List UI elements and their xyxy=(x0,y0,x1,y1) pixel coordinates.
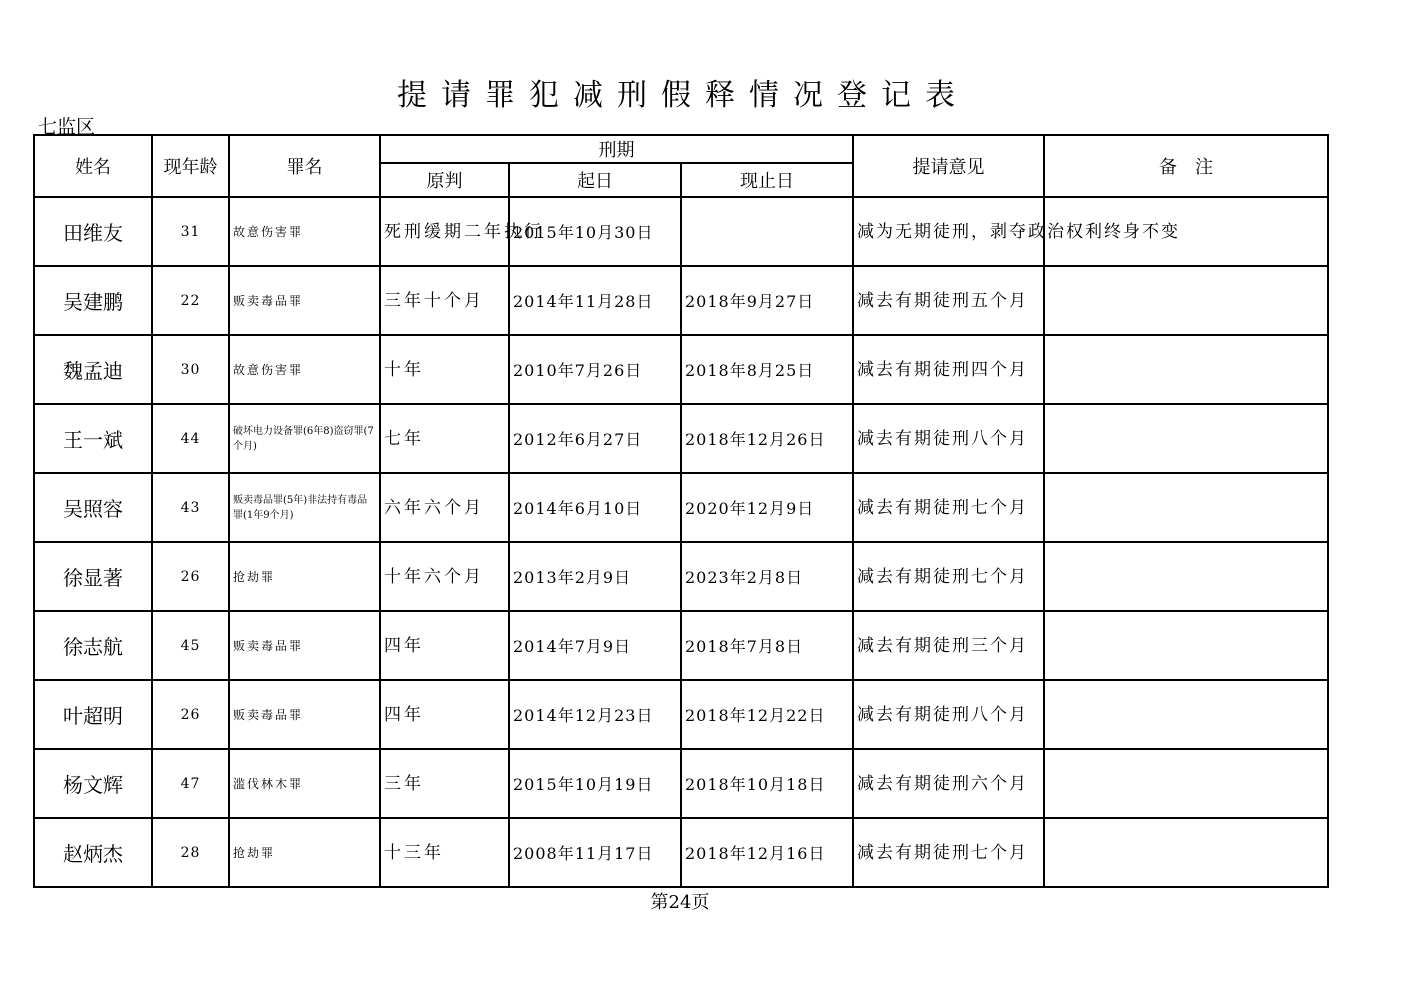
crime-name: 破坏电力设备罪(6年8)盗窃罪(7个月) xyxy=(229,404,380,473)
prisoner-name: 吴照容 xyxy=(34,473,152,542)
start-date: 2008年11月17日 xyxy=(509,818,681,887)
start-date: 2014年12月23日 xyxy=(509,680,681,749)
prisoner-age: 45 xyxy=(152,611,229,680)
proposal-opinion: 减去有期徒刑七个月 xyxy=(853,542,1044,611)
header-start-date: 起日 xyxy=(509,163,681,197)
remark xyxy=(1044,266,1328,335)
proposal-opinion: 减去有期徒刑五个月 xyxy=(853,266,1044,335)
remark xyxy=(1044,680,1328,749)
original-sentence: 十年 xyxy=(380,335,509,404)
prisoner-name: 王一斌 xyxy=(34,404,152,473)
header-name: 姓名 xyxy=(34,135,152,197)
original-sentence: 四年 xyxy=(380,680,509,749)
table-row xyxy=(34,542,1328,611)
header-crime: 罪名 xyxy=(229,135,380,197)
header-original-sentence: 原判 xyxy=(380,163,509,197)
proposal-opinion: 减去有期徒刑四个月 xyxy=(853,335,1044,404)
prisoner-name: 田维友 xyxy=(34,197,152,266)
end-date: 2018年7月8日 xyxy=(681,611,853,680)
table-row xyxy=(34,611,1328,680)
end-date xyxy=(681,197,853,266)
table-row xyxy=(34,749,1328,818)
proposal-opinion: 减去有期徒刑三个月 xyxy=(853,611,1044,680)
prisoner-name: 吴建鹏 xyxy=(34,266,152,335)
prisoner-age: 26 xyxy=(152,680,229,749)
header-opinion: 提请意见 xyxy=(853,135,1044,197)
table-row xyxy=(34,335,1328,404)
start-date: 2015年10月19日 xyxy=(509,749,681,818)
header-remark: 备 注 xyxy=(1044,135,1328,197)
header-age: 现年龄 xyxy=(152,135,229,197)
table-row xyxy=(34,818,1328,887)
page-number: 第24页 xyxy=(650,892,710,913)
proposal-opinion: 减去有期徒刑八个月 xyxy=(853,680,1044,749)
page-title: 提请罪犯减刑假释情况登记表 xyxy=(397,78,969,113)
prisoner-age: 28 xyxy=(152,818,229,887)
remark xyxy=(1044,818,1328,887)
original-sentence: 十三年 xyxy=(380,818,509,887)
remark xyxy=(1044,749,1328,818)
prisoner-age: 47 xyxy=(152,749,229,818)
proposal-opinion: 减去有期徒刑七个月 xyxy=(853,818,1044,887)
table-row xyxy=(34,473,1328,542)
prisoner-age: 44 xyxy=(152,404,229,473)
prisoner-age: 30 xyxy=(152,335,229,404)
table-row xyxy=(34,404,1328,473)
crime-name: 抢劫罪 xyxy=(229,818,380,887)
crime-name: 贩卖毒品罪 xyxy=(229,266,380,335)
original-sentence: 四年 xyxy=(380,611,509,680)
end-date: 2018年8月25日 xyxy=(681,335,853,404)
prisoner-name: 杨文辉 xyxy=(34,749,152,818)
crime-name: 贩卖毒品罪 xyxy=(229,611,380,680)
original-sentence: 十年六个月 xyxy=(380,542,509,611)
start-date: 2013年2月9日 xyxy=(509,542,681,611)
table-row xyxy=(34,197,1328,266)
start-date: 2014年7月9日 xyxy=(509,611,681,680)
prisoner-name: 魏孟迪 xyxy=(34,335,152,404)
remark xyxy=(1044,335,1328,404)
original-sentence: 三年十个月 xyxy=(380,266,509,335)
header-row-top xyxy=(34,135,1328,163)
start-date: 2014年11月28日 xyxy=(509,266,681,335)
proposal-opinion: 减去有期徒刑六个月 xyxy=(853,749,1044,818)
end-date: 2018年12月16日 xyxy=(681,818,853,887)
prisoner-name: 徐显著 xyxy=(34,542,152,611)
prisoner-age: 31 xyxy=(152,197,229,266)
remark xyxy=(1044,542,1328,611)
prisoner-name: 叶超明 xyxy=(34,680,152,749)
end-date: 2018年12月26日 xyxy=(681,404,853,473)
prison-area-label: 七监区 xyxy=(38,116,96,138)
commutation-register-table xyxy=(33,134,1329,888)
original-sentence: 三年 xyxy=(380,749,509,818)
end-date: 2023年2月8日 xyxy=(681,542,853,611)
end-date: 2020年12月9日 xyxy=(681,473,853,542)
original-sentence: 死刑缓期二年执行 xyxy=(380,197,509,266)
remark xyxy=(1044,404,1328,473)
proposal-opinion: 减去有期徒刑八个月 xyxy=(853,404,1044,473)
table-row xyxy=(34,266,1328,335)
crime-name: 滥伐林木罪 xyxy=(229,749,380,818)
start-date: 2010年7月26日 xyxy=(509,335,681,404)
proposal-opinion: 减去有期徒刑七个月 xyxy=(853,473,1044,542)
prisoner-age: 26 xyxy=(152,542,229,611)
remark xyxy=(1044,611,1328,680)
end-date: 2018年9月27日 xyxy=(681,266,853,335)
prisoner-age: 43 xyxy=(152,473,229,542)
header-end-date: 现止日 xyxy=(681,163,853,197)
crime-name: 贩卖毒品罪(5年)非法持有毒品罪(1年9个月) xyxy=(229,473,380,542)
original-sentence: 六年六个月 xyxy=(380,473,509,542)
start-date: 2012年6月27日 xyxy=(509,404,681,473)
original-sentence: 七年 xyxy=(380,404,509,473)
crime-name: 故意伤害罪 xyxy=(229,197,380,266)
end-date: 2018年10月18日 xyxy=(681,749,853,818)
table-row xyxy=(34,680,1328,749)
prisoner-name: 徐志航 xyxy=(34,611,152,680)
header-penalty-group: 刑期 xyxy=(380,135,853,163)
proposal-opinion: 减为无期徒刑，剥夺政治权利终身不变 xyxy=(853,197,1044,266)
prisoner-name: 赵炳杰 xyxy=(34,818,152,887)
prisoner-age: 22 xyxy=(152,266,229,335)
end-date: 2018年12月22日 xyxy=(681,680,853,749)
crime-name: 故意伤害罪 xyxy=(229,335,380,404)
crime-name: 抢劫罪 xyxy=(229,542,380,611)
start-date: 2015年10月30日 xyxy=(509,197,681,266)
remark xyxy=(1044,473,1328,542)
start-date: 2014年6月10日 xyxy=(509,473,681,542)
crime-name: 贩卖毒品罪 xyxy=(229,680,380,749)
